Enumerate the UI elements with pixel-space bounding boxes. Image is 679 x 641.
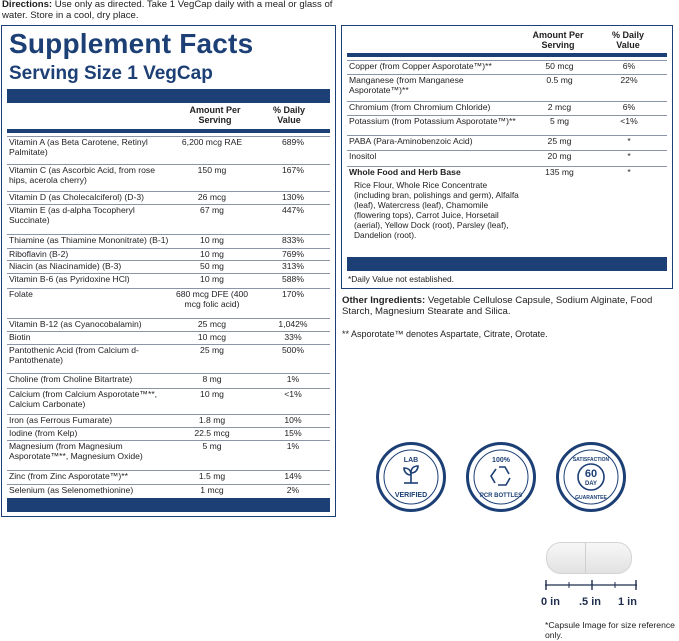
nutrient-row — [7, 470, 330, 481]
footer-bar — [7, 498, 330, 512]
col-dv-header: % Daily Value — [272, 105, 305, 125]
nutrient-amount: 0.5 mg — [546, 75, 573, 85]
nutrient-row — [7, 484, 330, 495]
ruler-label-1: 1 in — [618, 596, 637, 608]
capsule-image — [546, 542, 632, 574]
nutrient-name: PABA (Para-Aminobenzoic Acid) — [349, 136, 473, 146]
nutrient-name: Manganese (from Manganese Asporotate™)** — [349, 75, 464, 95]
header-bar — [7, 89, 330, 103]
svg-text:GUARANTEE: GUARANTEE — [575, 495, 607, 501]
nutrient-amount: 67 mg — [200, 205, 224, 215]
nutrient-row — [347, 135, 667, 146]
capsule-note: *Capsule Image for size reference only. — [545, 620, 675, 640]
nutrient-row — [7, 388, 330, 409]
nutrient-dv: 833% — [282, 235, 304, 245]
supplement-facts-panel — [1, 25, 336, 517]
nutrient-name: Pantothenic Acid (from Calcium d-Pantothenate) — [9, 345, 139, 365]
nutrient-row — [7, 248, 330, 259]
dv-footnote: *Daily Value not established. — [348, 274, 454, 284]
nutrient-name: Chromium (from Chromium Chloride) — [349, 102, 491, 112]
satisfaction-guarantee-badge — [556, 442, 626, 512]
nutrient-amount: 1.8 mg — [198, 415, 226, 425]
satisfaction-guarantee-icon — [559, 445, 623, 509]
nutrient-name: Thiamine (as Thiamine Mononitrate) (B-1) — [9, 235, 169, 245]
nutrient-row — [7, 234, 330, 245]
nutrient-amount: 10 mg — [200, 235, 224, 245]
nutrient-dv: 1,042% — [278, 319, 308, 329]
nutrient-row — [347, 115, 667, 126]
nutrient-row — [7, 164, 330, 185]
footnote-bar — [347, 257, 667, 271]
svg-text:VERIFIED: VERIFIED — [394, 492, 428, 499]
nutrient-dv: 1% — [286, 374, 300, 384]
svg-text:SATISFACTION: SATISFACTION — [572, 457, 610, 463]
nutrient-dv: 22% — [620, 75, 638, 85]
ruler-label-half: .5 in — [579, 596, 602, 608]
nutrient-amount: 20 mg — [547, 151, 572, 161]
nutrient-amount: 5 mg — [202, 441, 222, 451]
nutrient-name: Zinc (from Zinc Asporotate™)** — [9, 471, 128, 481]
nutrient-row — [7, 204, 330, 225]
nutrient-dv: * — [627, 136, 631, 146]
nutrient-row — [347, 150, 667, 161]
nutrient-name: Vitamin C (as Ascorbic Acid, from rose hips, acerola cherry) — [9, 165, 155, 185]
nutrient-dv: 130% — [282, 192, 304, 202]
nutrient-amount: 135 mg — [545, 167, 574, 177]
nutrient-row — [7, 331, 330, 342]
nutrient-row — [7, 427, 330, 438]
nutrient-dv: <1% — [620, 116, 638, 126]
nutrient-dv: 588% — [282, 274, 304, 284]
nutrient-name: Vitamin D (as Cholecalciferol) (D-3) — [9, 192, 144, 202]
nutrient-amount: 6,200 mcg RAE — [181, 137, 243, 147]
other-ingredients: Other Ingredients: Vegetable Cellulose Capsule, Sodium Alginate, Food Starch, Magnesium Stearate and Silica. — [342, 295, 653, 317]
nutrient-name: Niacin (as Niacinamide) (B-3) — [9, 261, 122, 271]
nutrient-dv: 1% — [286, 441, 300, 451]
svg-text:100%: 100% — [492, 457, 510, 464]
nutrient-name: Choline (from Choline Bitartrate) — [9, 374, 133, 384]
nutrient-amount: 25 mg — [547, 136, 572, 146]
nutrient-name: Folate — [9, 289, 33, 299]
nutrient-dv: 14% — [284, 471, 302, 481]
nutrient-dv: 500% — [282, 345, 304, 355]
nutrient-dv: 10% — [284, 415, 302, 425]
nutrient-name: Selenium (as Selenomethionine) — [9, 485, 134, 495]
nutrient-row — [7, 414, 330, 425]
nutrient-amount: 25 mg — [200, 345, 224, 355]
nutrient-dv: 15% — [284, 428, 302, 438]
nutrient-row — [7, 273, 330, 284]
nutrient-name: Vitamin B-6 (as Pyridoxine HCl) — [9, 274, 130, 284]
nutrient-name: Calcium (from Calcium Asporotate™**, Calcium Carbonate) — [9, 389, 158, 409]
nutrient-dv: * — [627, 151, 631, 161]
nutrient-row — [7, 318, 330, 329]
nutrient-dv: 6% — [622, 61, 636, 71]
col-amount-header: Amount Per Serving — [189, 105, 241, 125]
nutrient-amount: 5 mg — [549, 116, 570, 126]
ruler-label-0: 0 in — [541, 596, 560, 608]
nutrient-amount: 1 mcg — [200, 485, 224, 495]
nutrient-name: Whole Food and Herb Base — [349, 167, 461, 177]
nutrient-amount: 1.5 mg — [198, 471, 226, 481]
nutrient-dv: 2% — [286, 485, 300, 495]
nutrient-dv: * — [627, 167, 631, 177]
directions-text: Directions: Use only as directed. Take 1 VegCap daily with a meal or glass of water. Store in a cool, dry place. — [2, 0, 333, 21]
nutrient-row — [347, 74, 667, 95]
nutrient-dv: 170% — [282, 289, 304, 299]
nutrient-row — [347, 101, 667, 112]
svg-text:PCR BOTTLES: PCR BOTTLES — [479, 493, 523, 499]
nutrient-row — [7, 191, 330, 202]
svg-text:LAB: LAB — [403, 457, 419, 464]
header-divider — [7, 129, 330, 133]
pcr-bottles-badge — [466, 442, 536, 512]
asporotate-note: ** Asporotate™ denotes Aspartate, Citrate, Orotate. — [342, 329, 548, 339]
size-ruler — [545, 580, 637, 590]
recycle-icon — [469, 445, 533, 509]
nutrient-dv: 6% — [622, 102, 636, 112]
panel-title: Supplement Facts — [9, 28, 254, 59]
nutrient-name: Vitamin A (as Beta Carotene, Retinyl Palmitate) — [9, 137, 148, 157]
nutrient-row — [7, 373, 330, 384]
nutrient-row — [7, 344, 330, 365]
nutrient-row — [7, 260, 330, 271]
lab-verified-icon — [379, 445, 443, 509]
nutrient-dv: 447% — [282, 205, 304, 215]
nutrient-amount: 10 mg — [200, 389, 224, 399]
nutrient-name: Vitamin B-12 (as Cyanocobalamin) — [9, 319, 142, 329]
nutrient-dv: <1% — [284, 389, 302, 399]
nutrient-amount: 2 mcg — [547, 102, 572, 112]
nutrient-amount: 680 mcg DFE (400 mcg folic acid) — [175, 289, 249, 309]
nutrient-row — [347, 166, 667, 177]
nutrient-amount: 8 mg — [202, 374, 222, 384]
nutrient-name: Riboflavin (B-2) — [9, 249, 69, 259]
nutrient-row — [347, 60, 667, 71]
nutrient-amount: 25 mcg — [197, 319, 227, 329]
nutrient-amount: 50 mg — [200, 261, 224, 271]
nutrient-dv: 689% — [282, 137, 304, 147]
nutrient-amount: 10 mg — [200, 274, 224, 284]
svg-text:DAY: DAY — [584, 481, 598, 487]
nutrient-name: Inositol — [349, 151, 377, 161]
nutrient-name: Biotin — [9, 332, 31, 342]
herb-base-detail: Rice Flour, Whole Rice Concentrate (including bran, polishings and germ), Alfalfa (leaf), Watercress (leaf), Chamomile (flowering tops), Carrot Juice, Horsetail (aerial), Yellow Dock (root), Parsley (leaf), Dandelion (root). — [354, 180, 519, 240]
nutrient-name: Iodine (from Kelp) — [9, 428, 78, 438]
nutrient-amount: 26 mcg — [197, 192, 227, 202]
header-divider — [347, 53, 667, 57]
nutrient-dv: 167% — [282, 165, 304, 175]
svg-text:60: 60 — [584, 468, 598, 480]
nutrient-amount: 10 mg — [200, 249, 224, 259]
nutrient-name: Potassium (from Potassium Asporotate™)** — [349, 116, 516, 126]
nutrient-name: Magnesium (from Magnesium Asporotate™**, Magnesium Oxide) — [9, 441, 143, 461]
nutrient-dv: 33% — [284, 332, 302, 342]
col-dv-header: % Daily Value — [611, 30, 644, 50]
lab-verified-badge — [376, 442, 446, 512]
nutrient-name: Iron (as Ferrous Fumarate) — [9, 415, 113, 425]
nutrient-amount: 150 mg — [197, 165, 227, 175]
nutrient-dv: 769% — [282, 249, 304, 259]
nutrient-name: Vitamin E (as d-alpha Tocopheryl Succinate) — [9, 205, 135, 225]
supplement-facts-panel-continued — [341, 25, 673, 289]
nutrient-amount: 50 mcg — [545, 61, 574, 71]
nutrient-dv: 313% — [282, 261, 304, 271]
nutrient-name: Copper (from Copper Asporotate™)** — [349, 61, 492, 71]
nutrient-amount: 22.5 mcg — [194, 428, 230, 438]
col-amount-header: Amount Per Serving — [532, 30, 584, 50]
nutrient-row — [7, 288, 330, 309]
nutrient-row — [7, 136, 330, 157]
nutrient-row — [7, 440, 330, 461]
nutrient-amount: 10 mcg — [197, 332, 227, 342]
serving-size: Serving Size 1 VegCap — [9, 63, 213, 84]
